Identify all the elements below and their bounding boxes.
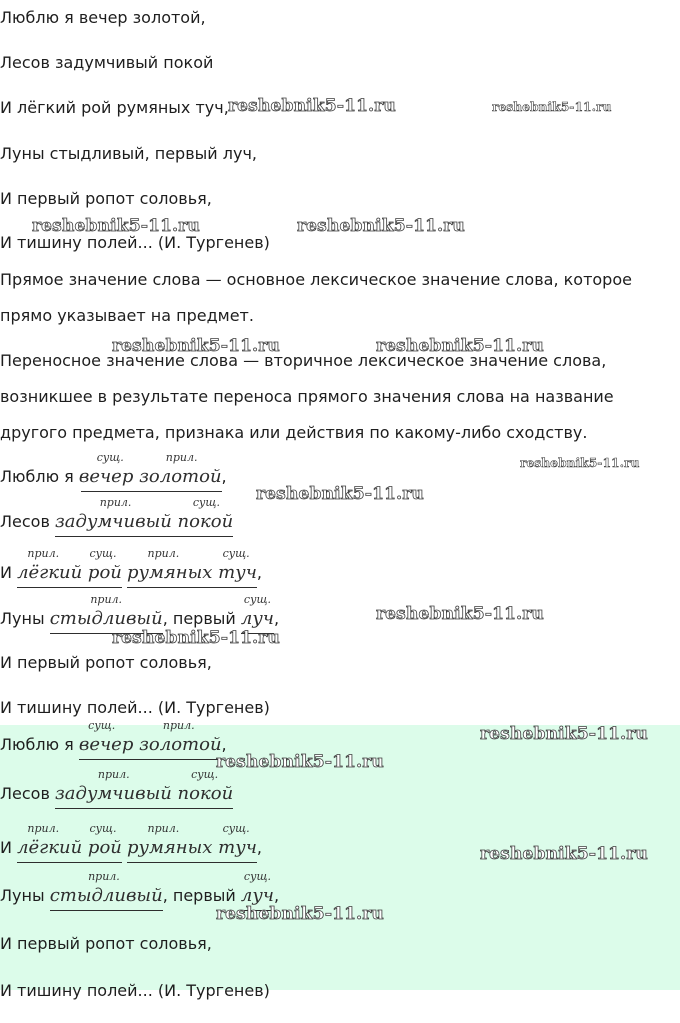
- underlined-phrase: румяных туч прил. сущ.: [127, 838, 257, 858]
- underlined-phrase: лёгкий рой прил. сущ.: [17, 838, 122, 858]
- definition-figurative-line: другого предмета, признака или действия по какому-либо сходству.: [0, 423, 588, 442]
- parsed-line-4: Луны стыдливый прил. , первый луч сущ. ,: [0, 609, 279, 629]
- underlined-phrase: стыдливый прил.: [50, 609, 163, 629]
- definition-direct-line: Прямое значение слова — основное лексическое значение слова, которое: [0, 270, 632, 289]
- adj-tag: прил.: [147, 822, 180, 835]
- watermark: reshebnik5-11.ru: [480, 724, 648, 744]
- noun-tag: сущ.: [191, 768, 219, 781]
- parsed-line-6: И тишину полей... (И. Тургенев): [0, 981, 270, 1000]
- underlined-phrase: задумчивый покой прил. сущ.: [55, 784, 233, 804]
- watermark: reshebnik5-11.ru: [112, 628, 280, 648]
- adj-tag: прил.: [147, 547, 180, 560]
- noun-tag: сущ.: [243, 593, 271, 606]
- watermark: reshebnik5-11.ru: [480, 844, 648, 864]
- watermark: reshebnik5-11.ru: [216, 752, 384, 772]
- parsed-line-5: И первый ропот соловья,: [0, 653, 212, 672]
- plain-text: Луны: [0, 609, 50, 628]
- definition-figurative-line: Переносное значение слова — вторичное лексическое значение слова,: [0, 351, 607, 370]
- adj-tag: прил.: [97, 768, 130, 781]
- definition-figurative-line: возникшее в результате переноса прямого значения слова на название: [0, 387, 614, 406]
- adj-tag: прил.: [99, 496, 132, 509]
- definition-direct-line: прямо указывает на предмет.: [0, 306, 254, 325]
- underlined-phrase: луч сущ.: [241, 609, 274, 629]
- adj-tag: прил.: [27, 547, 60, 560]
- plain-text: И: [0, 563, 18, 582]
- watermark: reshebnik5-11.ru: [376, 604, 544, 624]
- adj-tag: прил.: [90, 593, 123, 606]
- parsed-line-5: И первый ропот соловья,: [0, 934, 212, 953]
- noun-tag: сущ.: [243, 870, 271, 883]
- adj-tag: прил.: [162, 719, 195, 732]
- adj-tag: прил.: [27, 822, 60, 835]
- parsed-line-1: Люблю я вечер золотой сущ. прил. ,: [0, 467, 227, 487]
- noun-tag: сущ.: [192, 496, 220, 509]
- noun-tag: сущ.: [222, 822, 250, 835]
- parsed-line-4: Луны стыдливый прил. , первый луч сущ. ,: [0, 886, 279, 906]
- parsed-line-2: [0, 496, 234, 532]
- parsed-line-2: Лесов задумчивый покой прил. сущ.: [0, 784, 233, 804]
- poem-line: И тишину полей... (И. Тургенев): [0, 233, 270, 252]
- watermark: reshebnik5-11.ru: [112, 336, 280, 356]
- noun-tag: сущ.: [89, 547, 117, 560]
- poem-line: И первый ропот соловья,: [0, 189, 212, 208]
- poem-line: Луны стыдливый, первый луч,: [0, 144, 257, 163]
- underlined-phrase: румяных туч прил. сущ.: [127, 563, 257, 583]
- watermark: reshebnik5-11.ru: [256, 484, 424, 504]
- adj-tag: прил.: [88, 870, 120, 883]
- parsed-line-6: И тишину полей... (И. Тургенев): [0, 698, 270, 717]
- noun-tag: сущ.: [96, 451, 124, 464]
- watermark: reshebnik5-11.ru: [492, 100, 612, 114]
- noun-tag: сущ.: [88, 719, 116, 732]
- noun-tag: сущ.: [89, 822, 117, 835]
- parsed-line-1: Люблю я вечер золотой сущ. прил. ,: [0, 735, 227, 755]
- plain-text: Люблю я: [0, 467, 79, 486]
- watermark: reshebnik5-11.ru: [297, 216, 465, 236]
- poem-line: И лёгкий рой румяных туч,: [0, 98, 229, 117]
- parsed-line-3: И лёгкий рой прил. сущ. румяных туч прил. сущ. ,: [0, 563, 262, 583]
- underlined-phrase: луч сущ.: [241, 886, 274, 906]
- underlined-phrase: вечер золотой сущ. прил.: [79, 467, 222, 487]
- parsed-line-3: И лёгкий рой прил. сущ. румяных туч прил. сущ. ,: [0, 838, 262, 858]
- watermark: reshebnik5-11.ru: [376, 336, 544, 356]
- noun-tag: сущ.: [222, 547, 250, 560]
- underlined-phrase: вечер золотой сущ. прил.: [79, 735, 222, 755]
- watermark: reshebnik5-11.ru: [228, 96, 396, 116]
- poem-line: Лесов задумчивый покой: [0, 53, 214, 72]
- plain-text: Лесов: [0, 512, 55, 531]
- underlined-phrase: задумчивый покой прил. сущ.: [55, 512, 233, 532]
- poem-line: Люблю я вечер золотой,: [0, 8, 206, 27]
- watermark: reshebnik5-11.ru: [520, 456, 640, 470]
- adj-tag: прил.: [165, 451, 198, 464]
- watermark: reshebnik5-11.ru: [32, 216, 200, 236]
- underlined-phrase: стыдливый прил.: [50, 886, 163, 906]
- watermark: reshebnik5-11.ru: [216, 904, 384, 924]
- underlined-phrase: лёгкий рой прил. сущ.: [17, 563, 122, 583]
